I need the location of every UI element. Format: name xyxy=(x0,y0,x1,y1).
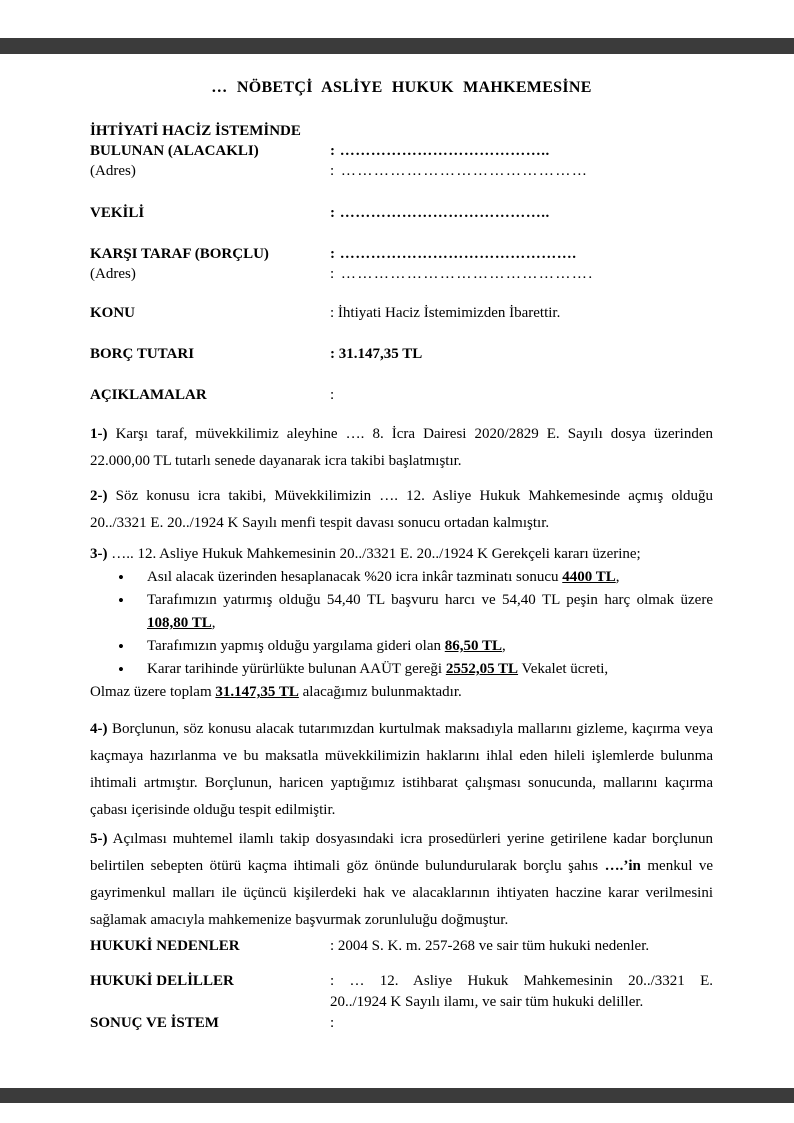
legal-evidence-value-line1: : … 12. Asliye Hukuk Mahkemesinin 20../3321 E. xyxy=(330,973,713,989)
claim-item-1-suffix: , xyxy=(615,569,620,585)
attorney-value: : ………………………………….. xyxy=(330,205,550,221)
total-line-text: Olmaz üzere toplam xyxy=(90,684,216,700)
defendant-address-label: (Adres) xyxy=(90,266,136,282)
paragraph-1-text: Karşı taraf, müvekkilimiz aleyhine …. 8. İcra Dairesi 2020/2829 E. Sayılı dosya üzerinden 22.000,00 TL tutarlı senede dayanarak icra takibi başlatmıştır. xyxy=(90,426,713,469)
legal-grounds-row xyxy=(90,936,713,957)
paragraph-5 xyxy=(90,826,713,934)
paragraph-3 xyxy=(90,543,713,566)
claim-item-4-amount: 2552,05 TL xyxy=(445,661,519,677)
total-line-suffix: alacağımız bulunmaktadır. xyxy=(298,684,462,700)
debt-amount-row xyxy=(90,344,713,364)
total-line xyxy=(90,681,713,704)
paragraph-3-text: ….. 12. Asliye Hukuk Mahkemesinin 20../3321 E. 20../1924 K Gerekçeli kararı üzerine; xyxy=(107,546,641,562)
claim-item-3-text: Tarafımızın yapmış olduğu yargılama gideri olan xyxy=(147,638,445,654)
claim-item-1-text: Asıl alacak üzerinden hesaplanacak %20 icra inkâr tazminatı sonucu xyxy=(147,569,563,585)
bottom-redaction-bar xyxy=(0,1088,794,1103)
conclusion-value: : xyxy=(330,1015,335,1031)
explanations-row xyxy=(90,385,713,405)
claimant-label-line1: İHTİYATİ HACİZ İSTEMİNDE xyxy=(90,123,301,139)
legal-evidence-row xyxy=(90,971,713,1013)
claim-item-3-suffix: , xyxy=(502,638,506,654)
subject-value: : İhtiyati Haciz İstemimizden İbarettir. xyxy=(330,305,561,321)
explanations-label: AÇIKLAMALAR xyxy=(90,387,207,403)
defendant-value: : ………………………………………. xyxy=(330,246,577,262)
claimant-heading-row xyxy=(90,121,713,141)
paragraph-4-number: 4-) xyxy=(90,721,108,737)
attorney-label: VEKİLİ xyxy=(90,205,145,221)
claim-item-2-amount: 108,80 TL xyxy=(147,615,212,631)
paragraph-2 xyxy=(90,483,713,537)
legal-evidence-value-line2: 20../1924 K Sayılı ilamı, ve sair tüm hukuki deliller. xyxy=(330,994,644,1010)
paragraph-2-number: 2-) xyxy=(90,488,108,504)
claim-item-3-amount: 86,50 TL xyxy=(444,638,503,654)
document-body xyxy=(90,421,713,934)
paragraph-5-text-before: Açılması muhtemel ilamlı takip dosyasındaki icra prosedürleri yerine getirilene kadar borçlunun belirtilen sebepten ötürü kaçma ihtimali göz önünde bulundurularak borçlu şahıs xyxy=(90,831,713,874)
claimant-value: : ………………………………….. xyxy=(330,143,550,159)
court-title: … NÖBETÇİ ASLİYE HUKUK MAHKEMESİNE xyxy=(211,79,592,96)
legal-evidence-value xyxy=(330,971,713,1013)
claimant-address-value: : ……………………………………… xyxy=(330,163,589,179)
claim-item-4 xyxy=(90,658,713,681)
claimant-address-row xyxy=(90,161,713,181)
paragraph-4 xyxy=(90,716,713,824)
attorney-row xyxy=(90,203,713,223)
claimant-row xyxy=(90,141,713,161)
top-redaction-bar xyxy=(0,38,794,54)
explanations-value: : xyxy=(330,387,335,403)
subject-row xyxy=(90,303,713,323)
paragraph-5-number: 5-) xyxy=(90,831,108,847)
claim-item-1-amount: 4400 TL xyxy=(562,569,616,585)
subject-label: KONU xyxy=(90,305,135,321)
defendant-row xyxy=(90,244,713,264)
conclusion-row xyxy=(90,1013,713,1034)
claim-item-2 xyxy=(90,589,713,635)
defendant-address-value: : ………………………………………. xyxy=(330,266,594,282)
debt-amount-value: : 31.147,35 TL xyxy=(330,346,423,362)
paragraph-1-number: 1-) xyxy=(90,426,108,442)
paragraph-2-text: Söz konusu icra takibi, Müvekkilimizin …. 12. Asliye Hukuk Mahkemesinde açmış olduğu 20../3321 E. 20../1924 K Sayılı menfi tespit davası sonucu ortadan kalmıştır. xyxy=(90,488,713,531)
claim-item-2-text: Tarafımızın yatırmış olduğu 54,40 TL başvuru harcı ve 54,40 TL peşin harç olmak üzere xyxy=(147,592,713,608)
conclusion-label: SONUÇ VE İSTEM xyxy=(90,1015,219,1031)
legal-evidence-label: HUKUKİ DELİLLER xyxy=(90,973,234,989)
claim-item-2-suffix: , xyxy=(211,615,216,631)
claim-item-3 xyxy=(90,635,713,658)
total-amount: 31.147,35 TL xyxy=(215,684,299,700)
claim-item-1 xyxy=(90,566,713,589)
document-content xyxy=(90,70,713,1034)
claimant-address-label: (Adres) xyxy=(90,163,136,179)
paragraph-5-text-after: menkul ve gayrimenkul malları ile üçüncü kişilerdeki hak ve alacaklarının ihtiyaten haczine karar verilmesini sağlamak amacıyla mahkemenize başvurmak zorunluluğu doğmuştur. xyxy=(90,858,713,928)
claim-item-4-suffix: Vekalet ücreti, xyxy=(518,661,609,677)
paragraph-4-text: Borçlunun, söz konusu alacak tutarımızdan kurtulmak maksadıyla mallarını gizleme, kaçırma veya kaçmaya hazırlanma ve bu maksatla müvekkilimizin haklarını ihlal eden hileli işlemlerde bulunma ihtimali artmıştır. Borçlunun, haricen yaptığımız istihbarat çalışması sonucunda, mallarını kaçırma çabası içerisinde olduğu tespit edilmiştir. xyxy=(90,721,713,818)
claim-item-4-text: Karar tarihinde yürürlükte bulunan AAÜT gereği xyxy=(147,661,446,677)
claim-items-list xyxy=(90,566,713,681)
paragraph-3-number: 3-) xyxy=(90,546,108,562)
legal-grounds-value: : 2004 S. K. m. 257-268 ve sair tüm hukuki nedenler. xyxy=(330,938,650,954)
paragraph-5-debtor-placeholder: ….’in xyxy=(604,858,641,874)
claimant-label: BULUNAN (ALACAKLI) xyxy=(90,143,259,159)
defendant-address-row xyxy=(90,264,713,284)
defendant-label: KARŞI TARAF (BORÇLU) xyxy=(90,246,269,262)
paragraph-1 xyxy=(90,421,713,475)
legal-grounds-label: HUKUKİ NEDENLER xyxy=(90,938,240,954)
debt-amount-label: BORÇ TUTARI xyxy=(90,346,195,362)
